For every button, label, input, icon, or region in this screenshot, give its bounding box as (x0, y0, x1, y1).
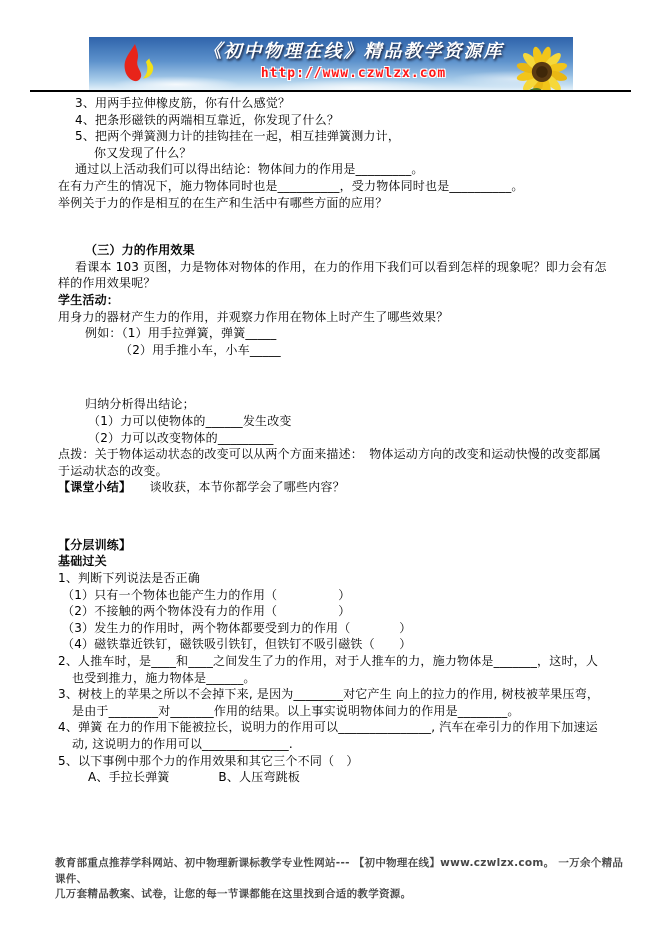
line-text: A、手拉长弹簧 B、人压弯跳板 (88, 770, 301, 785)
text-line (58, 259, 641, 276)
line-text: （2）用手推小车，小车_____ (120, 342, 281, 357)
line-text: 3、树枝上的苹果之所以不会掉下来, 是因为________对它产生 向上的拉力的作用, 树枝被苹果压弯， (58, 687, 600, 702)
text-line (58, 145, 641, 162)
line-text: 举例关于力的作是相互的在生产和生活中有哪些方面的应用？ (58, 195, 388, 210)
text-line (58, 603, 641, 620)
text-line (58, 178, 641, 195)
text-line (58, 128, 641, 145)
line-text: 4、把条形磁铁的两端相互靠近，你发现了什么？ (75, 112, 340, 127)
text-line (58, 736, 641, 753)
line-text: （2）不接触的两个物体没有力的作用（ ） (62, 604, 351, 619)
heading-text: 基础过关 (58, 554, 107, 569)
line-text: 5、把两个弹簧测力计的挂钩挂在一起，相互挂弹簧测力计， (75, 129, 401, 144)
line-text: 归纳分析得出结论； (85, 397, 195, 412)
line-text: 谈收获，本节你都学会了哪些内容？ (125, 480, 345, 495)
footer-line: 教育部重点推荐学科网站、初中物理新课标教学专业性网站--- 【初中物理在线】www.czwlzx.com。 一万余个精品课件、 (55, 857, 624, 885)
line-text: 通过以上活动我们可以得出结论：物体间力的作用是_________。 (75, 162, 424, 177)
divider-line (30, 90, 631, 92)
text-line (58, 587, 641, 604)
line-text: （4）磁铁靠近铁钉，磁铁吸引铁钉，但铁钉不吸引磁铁（ ） (62, 637, 412, 652)
text-line (58, 479, 641, 496)
text-line (58, 430, 641, 447)
text-line (58, 620, 641, 637)
line-text: 样的作用效果呢？ (58, 276, 156, 291)
footer-line: 几万套精品教案、试卷，让您的每一节课都能在这里找到合适的教学资源。 (55, 888, 412, 900)
heading-text: 【课堂小结】 (58, 480, 126, 495)
text-line (58, 112, 641, 129)
site-banner (89, 37, 573, 91)
line-text: （1）力可以使物体的______发生改变 (88, 413, 292, 428)
site-footer (55, 856, 633, 903)
line-text: （1）只有一个物体也能产生力的作用（ ） (62, 587, 351, 602)
text-line (58, 275, 641, 292)
banner-url: http://www.czwlzx.com (260, 66, 447, 81)
line-text: 于运动状态的改变。 (58, 463, 168, 478)
text-line (58, 753, 641, 770)
banner-text (89, 39, 573, 83)
text-line (58, 719, 641, 736)
text-line (58, 670, 641, 687)
line-text: 是由于________对_______作用的结果。以上事实说明物体间力的作用是________。 (72, 703, 520, 718)
line-text: （3）发生力的作用时，两个物体都要受到力的作用（ ） (62, 620, 412, 635)
text-line (58, 309, 641, 326)
text-line (58, 463, 641, 480)
subsection-heading (58, 553, 641, 570)
line-text: 在有力产生的情况下，施力物体同时也是__________，受力物体同时也是__________。 (58, 178, 524, 193)
line-text: （2）力可以改变物体的_________ (88, 430, 274, 445)
text-line (58, 195, 641, 212)
text-line (58, 446, 641, 463)
banner-title: 《初中物理在线》精品教学资源库 (203, 41, 504, 62)
heading-text: （三）力的作用效果 (85, 243, 195, 258)
heading-text: 学生活动： (58, 292, 120, 307)
text-line (58, 161, 641, 178)
line-text: 你又发现了什么？ (94, 145, 192, 160)
worksheet-body (0, 92, 661, 786)
line-text: 2、人推车时，是____和____之间发生了力的作用，对于人推车的力，施力物体是_______，这时，人 (58, 654, 599, 669)
text-line (58, 95, 641, 112)
subsection-heading (58, 292, 641, 309)
line-text: 动, 这说明力的作用可以______________. (72, 737, 293, 751)
text-line (58, 325, 641, 342)
line-text: 也受到推力，施力物体是______。 (72, 670, 256, 685)
heading-text: 【分层训练】 (58, 537, 132, 552)
text-line (58, 769, 641, 786)
line-text: 看课本 103 页图，力是物体对物体的作用，在力的作用下我们可以看到怎样的现象呢？即力会有怎 (75, 259, 607, 274)
sunflower-icon (511, 45, 569, 91)
text-line (58, 653, 641, 670)
line-text: 例如：（1）用手拉弹簧，弹簧_____ (85, 326, 277, 341)
line-text: 3、用两手拉伸橡皮筋，你有什么感觉？ (75, 96, 291, 110)
text-line (58, 413, 641, 430)
section-heading (58, 537, 641, 554)
text-line (58, 396, 641, 413)
text-line (58, 636, 641, 653)
text-line (58, 703, 641, 720)
line-text: 5、以下事例中那个力的作用效果和其它三个不同（ ） (58, 753, 359, 768)
line-text: 用身力的器材产生力的作用，并观察力作用在物体上时产生了哪些效果？ (58, 309, 449, 324)
line-text: 4、弹簧 在力的作用下能被拉长，说明力的作用可以_______________, 汽车在牵引力的作用下加速运 (58, 720, 598, 735)
line-text: 点拨：关于物体运动状态的改变可以从两个方面来描述： 物体运动方向的改变和运动快慢的改变都属 (58, 447, 602, 462)
text-line (58, 342, 641, 359)
line-text: 1、判断下列说法是否正确 (58, 571, 201, 586)
section-heading (58, 242, 641, 259)
text-line (58, 570, 641, 587)
text-line (58, 686, 641, 703)
